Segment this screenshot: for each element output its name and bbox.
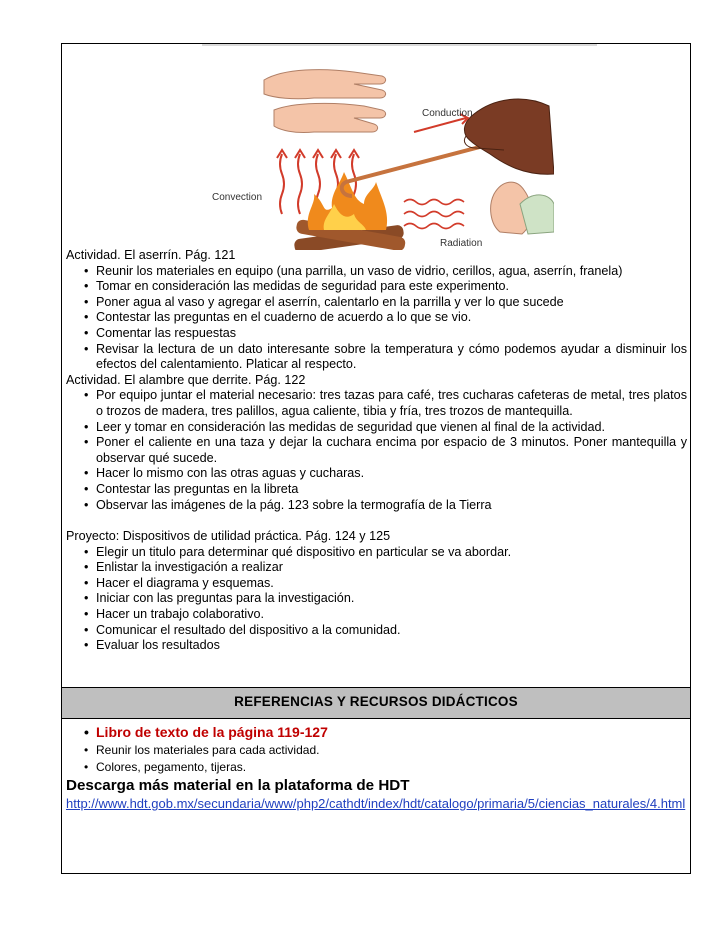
project-title: Proyecto: Dispositivos de utilidad práctica. Pág. 124 y 125 (66, 529, 391, 544)
activity1-title: Actividad. El aserrín. Pág. 121 (66, 248, 236, 262)
list-item: • Colores, pegamento, tijeras. (66, 759, 687, 776)
references-header: REFERENCIAS Y RECURSOS DIDÁCTICOS (234, 694, 518, 709)
hands-radiation-icon (491, 182, 554, 234)
list-item: • Revisar la lectura de un dato interesante sobre la temperatura y cómo podemos ayudar a disminuir los efectos del calentamiento. Platicar al respecto. (66, 342, 687, 373)
references-text (66, 723, 687, 813)
list-item: • Evaluar los resultados (66, 638, 687, 654)
hand-convection-icon (264, 70, 386, 133)
activity2-title: Actividad. El alambre que derrite. Pág. 122 (66, 372, 306, 387)
list-item: • Hacer lo mismo con las otras aguas y cucharas. (66, 466, 687, 482)
activities-text (66, 248, 687, 654)
image-top-rule (202, 44, 597, 46)
conduction-label: Conduction (422, 108, 473, 119)
list-item: • Comunicar el resultado del dispositivo a la comunidad. (66, 623, 687, 639)
list-item: • Leer y tomar en consideración las medidas de seguridad que vienen al final de la actividad. (66, 420, 687, 436)
download-heading: Descarga más material en la plataforma de HDT (66, 777, 410, 794)
radiation-label: Radiation (440, 238, 483, 249)
references-header-row (62, 687, 690, 719)
list-item: • Libro de texto de la página 119-127 (66, 723, 687, 742)
activity2-list (66, 388, 687, 513)
references-list (66, 723, 687, 776)
list-item: • Elegir un titulo para determinar qué dispositivo en particular se va abordar. (66, 545, 687, 561)
list-item: • Reunir los materiales en equipo (una parrilla, un vaso de vidrio, cerillos, agua, aserrín, franela) (66, 264, 687, 280)
list-item: • Iniciar con las preguntas para la investigación. (66, 591, 687, 607)
hdt-link[interactable]: http://www.hdt.gob.mx/secundaria/www/php2/cathdt/index/hdt/catalogo/primaria/5/ciencias_naturales/4.html (66, 796, 686, 811)
list-item: • Hacer el diagrama y esquemas. (66, 576, 687, 592)
gloved-hand-icon (464, 99, 554, 174)
heat-transfer-illustration (204, 54, 554, 250)
campfire-icon (294, 172, 407, 250)
list-item: • Contestar las preguntas en el cuaderno de acuerdo a lo que se vio. (66, 310, 687, 326)
convection-label: Convection (212, 192, 263, 203)
list-item: • Reunir los materiales para cada actividad. (66, 742, 687, 759)
list-item: • Comentar las respuestas (66, 326, 687, 342)
list-item: • Hacer un trabajo colaborativo. (66, 607, 687, 623)
list-item: • Poner agua al vaso y agregar el aserrín, calentarlo en la parrilla y ver lo que sucede (66, 295, 687, 311)
list-item: • Contestar las preguntas en la libreta (66, 482, 687, 498)
list-item: • Poner el caliente en una taza y dejar la cuchara encima por espacio de 3 minutos. Poner mantequilla y observar qué sucede. (66, 435, 687, 466)
references-cell (62, 719, 690, 873)
list-item: • Enlistar la investigación a realizar (66, 560, 687, 576)
list-item: • Observar las imágenes de la pág. 123 sobre la termografía de la Tierra (66, 498, 687, 514)
conduction-arrow-icon (414, 118, 466, 132)
radiation-waves-icon (404, 200, 464, 229)
activities-cell (62, 44, 690, 687)
activity1-list (66, 264, 687, 373)
list-item: • Por equipo juntar el material necesario: tres tazas para café, tres cucharas cafeteras de metal, tres platos o trozos de madera, tres palillos, agua caliente, tibia y fría, tres trozos de mantequilla. (66, 388, 687, 419)
list-item: • Tomar en consideración las medidas de seguridad para este experimento. (66, 279, 687, 295)
project-list (66, 545, 687, 654)
lesson-table (61, 43, 691, 874)
